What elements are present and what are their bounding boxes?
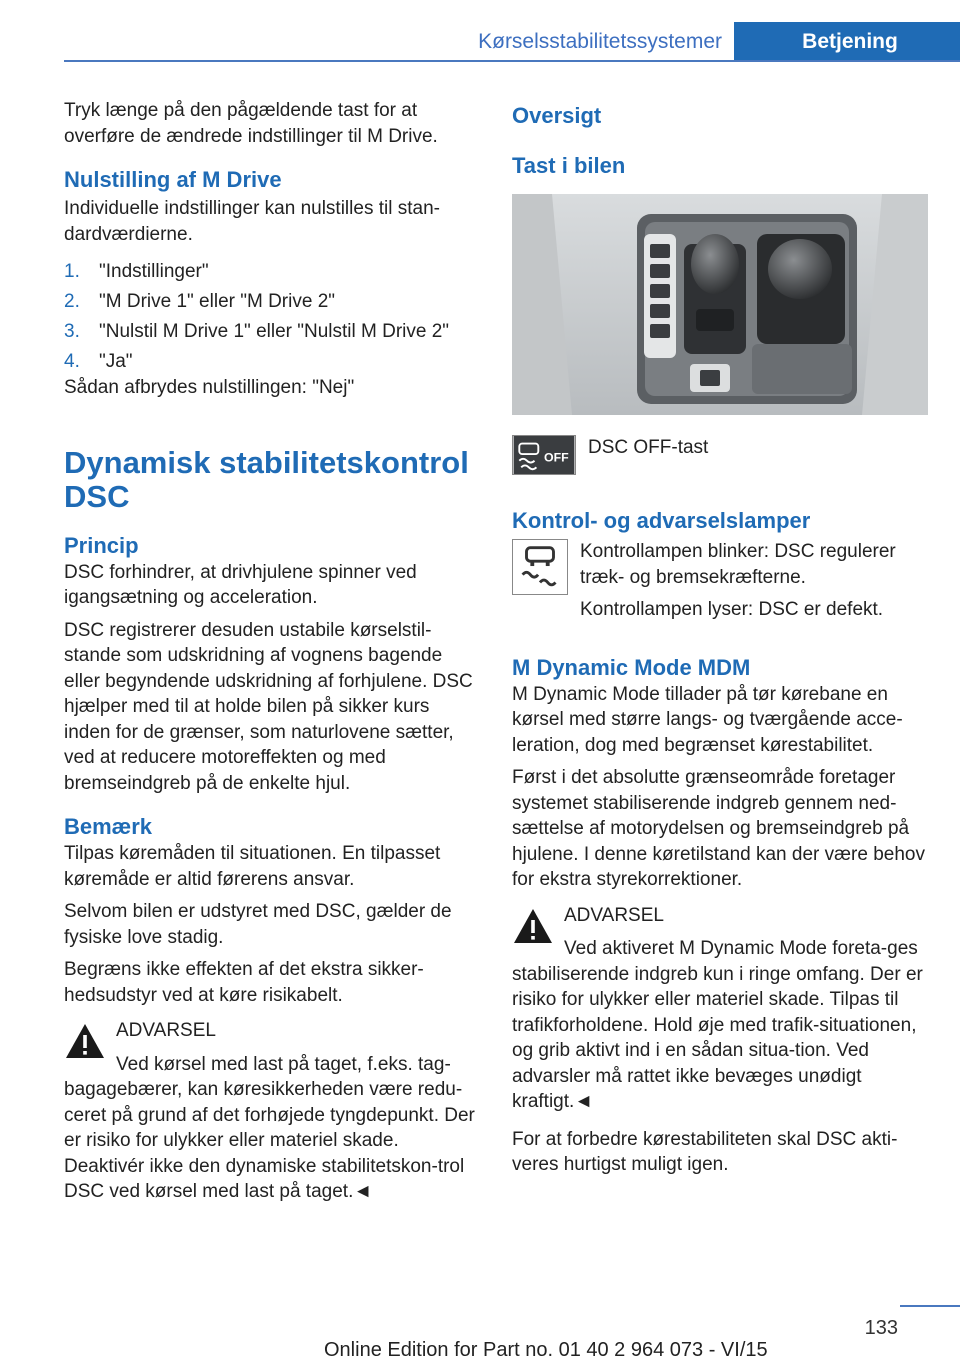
lamps-heading: Kontrol- og advarselslamper	[512, 508, 811, 533]
mdm-paragraph-1: M Dynamic Mode tillader på tør kørebane en kørsel med større langs- og tværgående acce-leration, dog med begrænset kørestabilitet.	[512, 683, 903, 756]
dsc-off-key-row	[512, 435, 928, 475]
list-item	[64, 259, 480, 289]
list-item	[64, 319, 480, 349]
note-paragraph-2: Selvom bilen er udstyret med DSC, gælder de fysiske love stadig.	[64, 901, 452, 948]
reset-steps-list	[64, 259, 480, 379]
note-heading: Bemærk	[64, 814, 153, 839]
header-rule	[64, 60, 960, 62]
footer-edition-text: Online Edition for Part no. 01 40 2 964 073 - VI/15	[324, 1339, 768, 1361]
warning-title: ADVARSEL	[564, 904, 664, 926]
step-number: 2.	[64, 291, 80, 312]
princip-heading: Princip	[64, 532, 139, 558]
mdm-heading: M Dynamic Mode MDM	[512, 654, 751, 680]
mdm-paragraph-2: Først i det absolutte grænseområde foretager systemet stabiliserende indgreb gennem ned-sættelse af motorydelsen og bremseindgreb på hjulene. I denne køretilstand kan der være behov for ekstra styrekorrektioner.	[512, 767, 925, 890]
warning-triangle-icon	[64, 1020, 106, 1062]
lamp-row	[512, 539, 928, 630]
step-number: 1.	[64, 261, 80, 282]
center-console-photo	[512, 194, 928, 415]
warning-block	[512, 903, 928, 1115]
warning-text: Ved kørsel med last på taget, f.eks. tag-bagagebærer, kan køresikkerheden være redu-ceret på grund af det forhøjede tyngdepunkt. Der er risiko for ulykker eller materiel skade. Deaktivér ikke den dynamiske stabilitetskon-trol DSC ved kørsel med last på taget.◄	[64, 1053, 475, 1202]
warning-text: Ved aktiveret M Dynamic Mode foreta-ges stabiliserende indgreb kun i ringe omfang. Der er risiko for ulykker eller materiel skade. Tilpas til trafikforholdene. Hold øje med trafik-situationen, og grib aktivt ind i en sådan situa-tion. Ved advarsler må rattet ikke bevæges unødigt kraftigt.◄	[512, 938, 923, 1112]
step-number: 4.	[64, 351, 80, 372]
princip-paragraph-1: DSC forhindrer, at drivhjulene spinner ved igangsætning og acceleration.	[64, 561, 417, 608]
closing-paragraph: For at forbedre kørestabiliteten skal DSC akti-veres hurtigst muligt igen.	[512, 1128, 898, 1175]
step-text: "Ja"	[99, 351, 133, 372]
footer-rule	[900, 1305, 960, 1307]
list-item	[64, 289, 480, 319]
overview-heading: Oversigt	[512, 103, 602, 128]
right-column	[512, 98, 928, 1185]
dsc-warning-lamp-icon	[512, 539, 568, 595]
reset-paragraph: Individuelle indstillinger kan nulstilles til stan-dardværdierne.	[64, 198, 440, 245]
note-paragraph-3: Begræns ikke effekten af det ekstra sikker-hedsudstyr ved at køre risikabelt.	[64, 959, 424, 1006]
dsc-off-label: DSC OFF-tast	[588, 437, 709, 458]
step-number: 3.	[64, 321, 80, 342]
dsc-off-icon	[512, 435, 576, 475]
warning-block	[64, 1018, 480, 1205]
warning-title: ADVARSEL	[116, 1020, 216, 1041]
intro-paragraph: Tryk længe på den pågældende tast for at overføre de ændrede indstillinger til M Drive.	[64, 100, 438, 147]
warning-triangle-icon	[512, 905, 554, 947]
key-heading: Tast i bilen	[512, 153, 626, 178]
cancel-paragraph: Sådan afbrydes nulstillingen: "Nej"	[64, 377, 355, 398]
note-paragraph-1: Tilpas køremåden til situationen. En tilpasset køremåde er altid førerens ansvar.	[64, 843, 441, 890]
step-text: "Indstillinger"	[99, 261, 209, 282]
page-number: 133	[864, 1317, 898, 1339]
reset-heading: Nulstilling af M Drive	[64, 167, 282, 192]
lamp-paragraph-2: Kontrollampen lyser: DSC er defekt.	[580, 599, 884, 620]
dsc-main-heading: Dynamisk stabilitetskontrol DSC	[64, 444, 469, 514]
lamp-paragraph-1: Kontrollampen blinker: DSC regulerer træk- og bremsekræfterne.	[580, 541, 896, 588]
princip-paragraph-2: DSC registrerer desuden ustabile kørselstil-stande som udskridning af vognens bagende eller begyndende udskridning af forhjulene. DSC hjælper med til at holde bilen på sikker kurs inden for de grænser, som naturlovene sætter, ved at reducere motoreffekten og med bremseindgreb på de enkelte hjul.	[64, 619, 473, 794]
left-column	[64, 98, 480, 1205]
header-tab: Betjening	[734, 22, 960, 62]
dsc-off-icon-text: OFF	[544, 450, 569, 465]
header-section-title: Kørselsstabilitetssystemer	[478, 30, 722, 53]
step-text: "M Drive 1" eller "M Drive 2"	[99, 291, 336, 312]
step-text: "Nulstil M Drive 1" eller "Nulstil M Drive 2"	[99, 321, 450, 342]
